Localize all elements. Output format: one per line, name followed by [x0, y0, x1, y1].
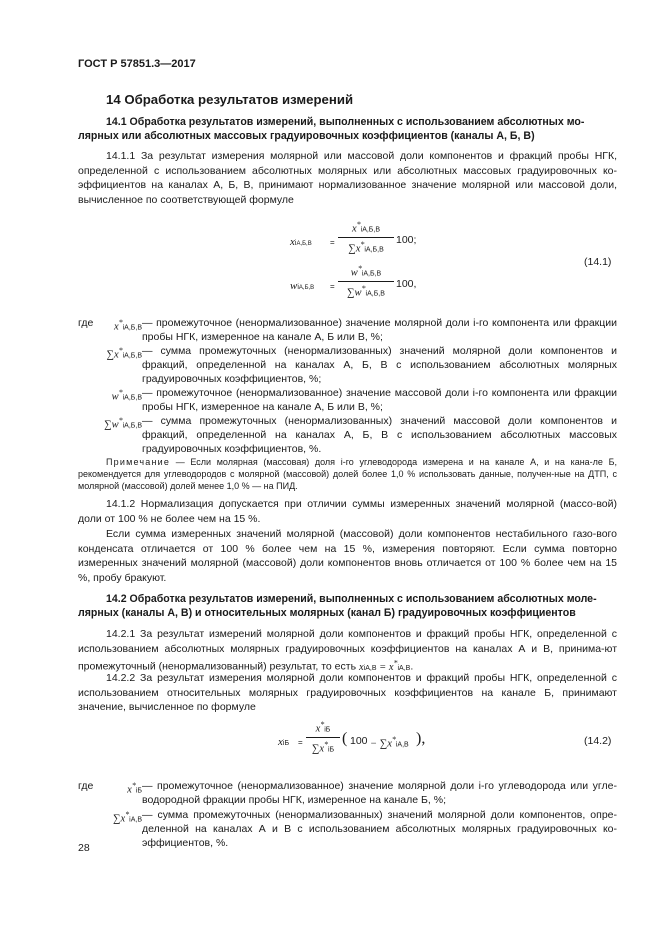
definition-text: — сумма промежуточных (ненормализованных) значений массовой доли компонентов и фракций, определенной на каналах А, Б, В с использованием абсолютных массовых градуировочных коэффициентов, %.	[142, 415, 617, 455]
paragraph-14-1-1: 14.1.1 За результат измерения молярной или массовой доли компонентов и фракций пробы НГК, определенной с использованием абсолютных молярных или абсолютных массовых градуировочных ко-эффициентов на каналах А, Б, В, принимают нормализованное значение молярной или массовой доли, вычисленное по соответствующей формуле	[78, 150, 617, 206]
definition-symbol: x*iА,Б,В	[113, 318, 142, 333]
definition-row	[78, 344, 617, 386]
section-title: 14 Обработка результатов измерений	[106, 92, 354, 107]
standard-header: ГОСТ Р 57851.3—2017	[78, 58, 196, 70]
note-label: Примечание	[106, 457, 171, 467]
definition-text: — сумма промежуточных (ненормализованных) значений молярной доли компонентов и фракций, определенной на каналах А, Б, В с использованием абсолютных молярных градуировочных коэффициентов, %;	[142, 345, 617, 385]
eq-w-constant: 100,	[396, 278, 417, 290]
note	[78, 456, 617, 492]
definition-symbol: x*iБ	[127, 781, 142, 796]
page-number: 28	[78, 842, 90, 854]
definition-symbol: ∑w*iА,Б,В	[104, 416, 142, 431]
eq-constant: 100	[350, 735, 368, 747]
definition-text: — промежуточное (ненормализованное) значение молярной доли i-го компонента или фракции пробы НГК, измеренное на канале А, Б или В, %;	[142, 317, 617, 343]
where-label: где	[78, 780, 94, 792]
paragraph-14-2-1: 14.2.1 За результат измерений молярной доли компонентов и фракций пробы НГК, определенной с использованием абсолютных молярных градуировочных коэффициентов на каналах А и В, принима-ют промежуточный (ненормализованный) результат, то есть xiА,В = x*iА,В.	[78, 628, 617, 673]
subsection-heading-14-2: 14.2 Обработка результатов измерений, выполненных с использованием абсолютных моле-лярных (каналы А, В) и относительных молярных (канал Б) градуировочных коэффициентов	[78, 593, 597, 619]
note-text: — Если молярная (массовая) доля i-го углеводорода измерена и на канале А, и на кана-ле Б, рекомендуется для углеводородов с молярной (массовой) долей более 1,0 % использовать данные, получен-ные на ДТП, с молярной (массовой) долей менее 1,0 % — на ПИД.	[78, 457, 617, 491]
where-label: где	[78, 317, 94, 329]
paragraph-14-2-2: 14.2.2 За результат измерения молярной доли компонентов и фракций пробы НГК, определенной с использованием относительных молярных градуировочных коэффициентов на канале Б, принимают значение, вычисленное по формуле	[78, 672, 617, 713]
subsection-heading-14-1: 14.1 Обработка результатов измерений, выполненных с использованием абсолютных мо-лярных или абсолютных массовых градуировочных коэффициентов (каналы А, Б, В)	[78, 116, 585, 142]
inline-formula: xiА,В = x*iА,В	[358, 658, 411, 673]
definition-symbol: ∑x*iА,В	[113, 810, 142, 825]
definition-symbol: w*iА,Б,В	[111, 388, 142, 403]
equation-number-14-2: (14.2)	[584, 735, 612, 747]
eq-x-constant: 100;	[396, 234, 417, 246]
formula-14-2: xiБ = x*iБ ∑x*iБ ( 100 − ∑x*iА,В ),	[278, 720, 426, 754]
paragraph-14-1-2: 14.1.2 Нормализация допускается при отличии суммы измеренных значений молярной (массо-вой) доли от 100 % не более чем на 15 %.	[78, 498, 617, 525]
definition-text: — промежуточное (ненормализованное) значение массовой доли i-го компонента или фракции пробы НГК, измеренное на канале А, Б или В, %;	[142, 387, 617, 413]
definition-row	[78, 779, 617, 807]
definition-symbol: ∑x*iА,Б,В	[106, 346, 142, 361]
paragraph-14-2-1-text: 14.2.1 За результат измерений молярной доли компонентов и фракций пробы НГК, определенной с использованием абсолютных молярных градуировочных коэффициентов на каналах А и В, принима-ют промежуточный (ненормализованный) результат, то есть	[78, 628, 617, 673]
formula-14-1: xiА,Б,В = x*iА,Б,В ∑x*iА,Б,В 100; wiА,Б,В = w*iА,Б,В ∑w*iА,Б,В 100,	[290, 220, 417, 298]
definition-row	[78, 414, 617, 456]
definition-row	[78, 808, 617, 850]
paragraph-14-1-2-cont: Если сумма измеренных значений молярной (массовой) доли компонентов нестабильного газо-вого конденсата отличается от 100 % более чем на 15 %, измерения повторяют. Если сумма повторно измеренных значений молярной (массовой) доли компонентов вновь отличается от 100 % более чем на 15 %, пробу бракуют.	[78, 528, 617, 584]
definition-text: — сумма промежуточных (ненормализованных) значений молярной доли компонентов, опре-деленной на каналах А и В с использованием абсолютных молярных градуировочных ко-эффициентов, %.	[142, 809, 617, 849]
definition-row	[78, 316, 617, 344]
equation-number-14-1: (14.1)	[584, 256, 612, 268]
definition-row	[78, 386, 617, 414]
definition-text: — промежуточное (ненормализованное) значение молярной доли i-го углеводорода или угле-водородной фракции пробы НГК, измеренное на канале Б, %;	[142, 780, 617, 806]
